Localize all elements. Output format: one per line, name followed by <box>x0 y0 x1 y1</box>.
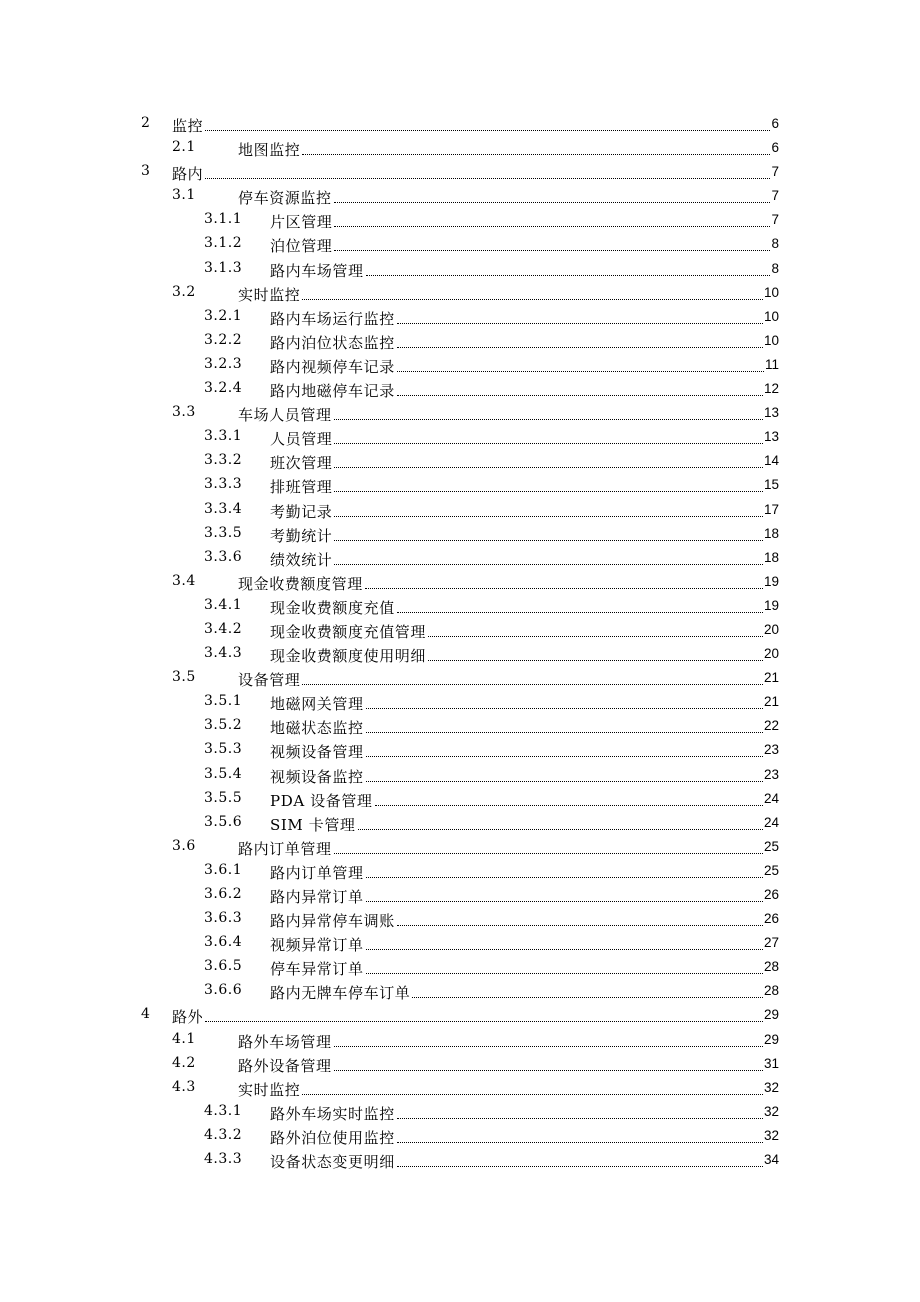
toc-entry-title: 路外车场管理 <box>238 1032 332 1051</box>
toc-entry-line <box>270 956 779 980</box>
toc-entry-number: 3.6.2 <box>204 886 243 902</box>
toc-entry-number: 4 <box>141 1006 151 1023</box>
toc-entry-number: 4.1 <box>172 1030 196 1047</box>
toc-entry-title: 路外设备管理 <box>238 1056 332 1075</box>
toc-entry-page-number: 31 <box>763 1055 779 1071</box>
toc-entry-number: 3.5 <box>172 669 196 686</box>
toc-entry-number: 3.6.3 <box>204 910 243 927</box>
toc-entry-title: 路内泊位状态监控 <box>270 333 395 352</box>
toc-dot-leader <box>334 209 770 227</box>
toc-entry-number: 2.1 <box>172 139 196 156</box>
toc-entry[interactable] <box>0 185 920 209</box>
toc-entry-line <box>172 161 779 185</box>
toc-entry-number: 3.3.3 <box>204 476 243 493</box>
toc-entry[interactable] <box>0 354 920 378</box>
toc-entry-title: 实时监控 <box>238 1080 301 1099</box>
toc-entry-page-number: 18 <box>763 525 779 541</box>
toc-entry-title: 设备状态变更明细 <box>270 1153 395 1172</box>
toc-entry-title: 车场人员管理 <box>238 406 332 425</box>
toc-entry-number: 3.3.6 <box>204 548 243 565</box>
toc-dot-leader <box>366 860 763 878</box>
toc-entry-page-number: 28 <box>763 959 779 975</box>
toc-entry-number: 4.3.1 <box>204 1102 243 1119</box>
toc-entry-page-number: 23 <box>763 742 779 758</box>
table-of-contents <box>0 113 920 1173</box>
toc-entry-number: 3.2 <box>172 283 196 300</box>
toc-entry-line <box>172 1004 779 1028</box>
toc-entry[interactable] <box>0 378 920 402</box>
toc-entry-number: 3 <box>141 163 151 180</box>
toc-entry-page-number: 11 <box>764 356 779 372</box>
toc-dot-leader <box>334 499 763 517</box>
toc-entry-title: 视频异常订单 <box>270 936 364 955</box>
toc-entry-page-number: 21 <box>763 670 779 686</box>
toc-entry-page-number: 24 <box>763 790 779 806</box>
toc-dot-leader <box>334 185 771 203</box>
toc-dot-leader <box>375 788 763 806</box>
toc-dot-leader <box>397 378 763 396</box>
toc-entry-line <box>270 523 779 547</box>
toc-entry-title: 现金收费额度充值 <box>270 598 395 617</box>
toc-entry[interactable] <box>0 715 920 739</box>
toc-entry[interactable] <box>0 450 920 474</box>
toc-entry-line <box>270 595 779 619</box>
toc-entry[interactable] <box>0 980 920 1004</box>
toc-entry-number: 3.5.3 <box>204 741 243 758</box>
toc-entry-line <box>238 1053 779 1077</box>
toc-entry[interactable] <box>0 691 920 715</box>
toc-entry-title: 路内 <box>172 165 204 184</box>
toc-dot-leader <box>334 836 763 854</box>
toc-entry[interactable] <box>0 619 920 643</box>
toc-dot-leader <box>412 980 763 998</box>
toc-entry-page-number: 21 <box>763 694 779 710</box>
toc-dot-leader <box>334 402 763 420</box>
toc-entry[interactable] <box>0 571 920 595</box>
toc-entry[interactable] <box>0 788 920 812</box>
toc-entry-page-number: 22 <box>763 718 779 734</box>
toc-dot-leader <box>302 282 763 300</box>
toc-entry[interactable] <box>0 1077 920 1101</box>
toc-entry[interactable] <box>0 233 920 257</box>
toc-entry[interactable] <box>0 956 920 980</box>
toc-entry[interactable] <box>0 426 920 450</box>
toc-dot-leader <box>366 956 763 974</box>
toc-entry-number: 3.5.4 <box>204 765 243 782</box>
toc-entry-line <box>238 137 779 161</box>
toc-entry-page-number: 10 <box>763 332 779 348</box>
toc-dot-leader <box>366 739 763 757</box>
toc-entry-number: 4.3 <box>172 1078 196 1095</box>
toc-dot-leader <box>397 908 763 926</box>
toc-entry-page-number: 26 <box>763 887 779 902</box>
toc-entry[interactable] <box>0 1053 920 1077</box>
toc-entry-number: 3.4.2 <box>204 620 243 637</box>
toc-dot-leader <box>205 113 770 131</box>
toc-entry-number: 3.3.1 <box>204 428 243 445</box>
toc-entry-title: 现金收费额度管理 <box>238 574 363 593</box>
toc-entry[interactable] <box>0 523 920 547</box>
toc-entry-number: 3.5.6 <box>204 813 243 830</box>
toc-entry-number: 3.6.6 <box>204 982 243 999</box>
toc-entry-line <box>270 1149 779 1173</box>
toc-dot-leader <box>334 1029 763 1047</box>
toc-entry-number: 3.2.4 <box>204 380 243 397</box>
toc-dot-leader <box>366 691 763 709</box>
toc-entry-page-number: 14 <box>763 453 779 469</box>
toc-entry-page-number: 13 <box>763 429 779 445</box>
toc-entry-title: 路内异常订单 <box>270 888 364 906</box>
toc-entry-number: 3.3.4 <box>204 500 243 517</box>
toc-entry-page-number: 27 <box>763 935 779 951</box>
toc-dot-leader <box>334 547 763 565</box>
toc-entry[interactable] <box>0 547 920 571</box>
toc-entry[interactable] <box>0 1004 920 1028</box>
toc-dot-leader <box>205 1004 763 1022</box>
toc-entry-page-number: 23 <box>763 766 779 782</box>
toc-entry-line <box>270 691 779 715</box>
toc-entry-number: 3.6.5 <box>204 958 243 975</box>
toc-entry-line <box>270 426 779 450</box>
toc-entry[interactable] <box>0 836 920 860</box>
toc-entry-title: 现金收费额度充值管理 <box>270 622 427 641</box>
toc-entry-page-number: 6 <box>771 140 779 156</box>
toc-entry-page-number: 34 <box>763 1152 779 1168</box>
toc-entry-number: 4.2 <box>172 1054 196 1071</box>
toc-entry-line <box>270 474 779 498</box>
toc-entry-page-number: 20 <box>763 621 779 637</box>
toc-dot-leader <box>366 258 771 276</box>
toc-entry-page-number: 10 <box>763 308 779 324</box>
toc-entry[interactable] <box>0 402 920 426</box>
toc-entry-title: SIM 卡管理 <box>270 815 356 834</box>
toc-entry[interactable] <box>0 1149 920 1173</box>
toc-entry-page-number: 19 <box>763 597 779 613</box>
toc-entry-page-number: 29 <box>763 1007 779 1023</box>
toc-entry-title: 路内地磁停车记录 <box>270 382 395 401</box>
toc-dot-leader <box>205 161 770 179</box>
toc-entry-line <box>238 836 779 860</box>
toc-dot-leader <box>358 812 763 830</box>
toc-entry[interactable] <box>0 161 920 185</box>
toc-entry-number: 3.1.3 <box>204 259 243 276</box>
toc-entry-title: 路外泊位使用监控 <box>270 1128 395 1147</box>
toc-entry[interactable] <box>0 282 920 306</box>
toc-entry-number: 4.3.2 <box>204 1126 243 1143</box>
toc-entry-title: 路外车场实时监控 <box>270 1104 395 1123</box>
toc-entry[interactable] <box>0 812 920 836</box>
toc-entry-line <box>238 667 779 691</box>
toc-entry-page-number: 32 <box>763 1103 779 1119</box>
toc-dot-leader <box>302 1077 763 1095</box>
toc-entry-number: 3.4.1 <box>204 596 243 613</box>
toc-entry-line <box>270 715 779 739</box>
toc-entry-title: 路内订单管理 <box>270 863 364 882</box>
toc-entry-line <box>270 884 779 908</box>
toc-entry-number: 3.3.5 <box>204 524 243 541</box>
toc-entry-page-number: 10 <box>763 284 779 300</box>
toc-entry-title: 视频设备管理 <box>270 743 364 762</box>
toc-entry-number: 3.5.1 <box>204 693 243 710</box>
toc-entry-title: 设备管理 <box>238 671 301 690</box>
toc-entry-title: 地磁状态监控 <box>270 719 364 738</box>
toc-dot-leader <box>397 1149 763 1167</box>
toc-entry-title: 地图监控 <box>238 141 301 160</box>
toc-entry-page-number: 13 <box>763 405 779 421</box>
toc-dot-leader <box>428 619 763 637</box>
toc-entry-number: 3.2.2 <box>204 331 243 348</box>
toc-entry-title: 实时监控 <box>238 285 301 304</box>
toc-entry-title: 考勤记录 <box>270 502 333 521</box>
toc-entry-line <box>270 209 779 233</box>
toc-entry[interactable] <box>0 137 920 161</box>
toc-entry-title: 考勤统计 <box>270 526 333 545</box>
toc-entry-number: 3.6.1 <box>204 861 243 878</box>
toc-entry-page-number: 6 <box>771 116 779 131</box>
toc-entry[interactable] <box>0 1029 920 1053</box>
toc-dot-leader <box>334 426 763 444</box>
toc-dot-leader <box>334 474 763 492</box>
toc-dot-leader <box>366 932 763 950</box>
toc-entry-page-number: 25 <box>763 838 779 854</box>
toc-entry[interactable] <box>0 932 920 956</box>
toc-dot-leader <box>397 354 764 372</box>
toc-entry-page-number: 32 <box>763 1079 779 1095</box>
toc-entry[interactable] <box>0 595 920 619</box>
toc-entry-line <box>270 258 779 282</box>
toc-entry-page-number: 25 <box>763 862 779 878</box>
toc-dot-leader <box>397 306 763 324</box>
toc-entry[interactable] <box>0 330 920 354</box>
toc-entry[interactable] <box>0 113 920 137</box>
toc-entry-title: 停车异常订单 <box>270 960 364 979</box>
toc-entry-title: 路内视频停车记录 <box>270 357 395 376</box>
toc-entry-line <box>238 571 779 595</box>
toc-entry[interactable] <box>0 209 920 233</box>
toc-entry-page-number: 20 <box>763 646 779 662</box>
toc-entry-line <box>270 764 779 788</box>
toc-entry-title: 排班管理 <box>270 478 333 497</box>
toc-entry-line <box>270 378 779 402</box>
toc-entry-line <box>270 450 779 474</box>
toc-dot-leader <box>366 715 763 733</box>
toc-entry-number: 3.5.5 <box>204 789 243 806</box>
toc-entry-title: 停车资源监控 <box>238 189 332 208</box>
toc-entry-number: 3.3 <box>172 404 196 421</box>
toc-entry-page-number: 24 <box>763 814 779 830</box>
toc-entry[interactable] <box>0 1125 920 1149</box>
toc-entry[interactable] <box>0 306 920 330</box>
toc-entry-line <box>270 643 779 667</box>
toc-entry-page-number: 29 <box>763 1031 779 1047</box>
toc-entry-line <box>270 860 779 884</box>
toc-entry-line <box>270 932 779 956</box>
toc-entry-line <box>238 1029 779 1053</box>
toc-entry-title: 路内异常停车调账 <box>270 912 395 931</box>
toc-entry-page-number: 8 <box>771 236 779 252</box>
toc-entry-number: 3.4 <box>172 572 196 589</box>
toc-entry-page-number: 28 <box>763 983 779 999</box>
toc-entry-line <box>238 402 779 426</box>
toc-entry[interactable] <box>0 499 920 523</box>
toc-entry-title: 班次管理 <box>270 454 333 473</box>
toc-entry-line <box>270 1125 779 1149</box>
toc-entry[interactable] <box>0 860 920 884</box>
toc-entry-number: 2 <box>141 115 151 131</box>
toc-entry-line <box>270 354 779 378</box>
toc-entry-page-number: 8 <box>771 260 779 276</box>
toc-dot-leader <box>334 450 763 468</box>
toc-dot-leader <box>302 137 770 155</box>
toc-entry-number: 3.1 <box>172 187 196 204</box>
toc-entry-line <box>270 233 779 257</box>
toc-entry-line <box>270 1101 779 1125</box>
toc-dot-leader <box>397 1101 763 1119</box>
toc-entry-page-number: 7 <box>771 212 779 228</box>
toc-entry-line <box>238 1077 779 1101</box>
toc-entry-line <box>270 788 779 812</box>
toc-entry-title: 路内订单管理 <box>238 839 332 858</box>
toc-entry-page-number: 12 <box>763 381 779 397</box>
toc-entry-page-number: 15 <box>763 477 779 493</box>
toc-entry-title: 视频设备监控 <box>270 767 364 786</box>
toc-entry-title: 片区管理 <box>270 213 333 232</box>
toc-entry-number: 3.2.1 <box>204 307 243 324</box>
toc-entry-page-number: 18 <box>763 549 779 565</box>
toc-entry-line <box>238 282 779 306</box>
toc-entry-page-number: 7 <box>771 188 779 204</box>
toc-entry-number: 3.6 <box>172 837 196 854</box>
toc-entry-number: 3.1.1 <box>204 211 243 228</box>
toc-entry-title: PDA 设备管理 <box>270 791 373 810</box>
toc-dot-leader <box>334 233 770 251</box>
toc-entry-line <box>270 499 779 523</box>
toc-dot-leader <box>365 571 763 589</box>
toc-dot-leader <box>366 764 763 782</box>
toc-entry[interactable] <box>0 474 920 498</box>
toc-entry-line <box>270 547 779 571</box>
toc-dot-leader <box>334 523 763 541</box>
toc-dot-leader <box>334 1053 763 1071</box>
toc-entry-number: 3.3.2 <box>204 452 243 469</box>
toc-entry-number: 3.4.3 <box>204 645 243 662</box>
toc-entry[interactable] <box>0 643 920 667</box>
toc-entry-title: 路内车场运行监控 <box>270 309 395 328</box>
toc-dot-leader <box>397 595 763 613</box>
toc-entry-title: 泊位管理 <box>270 237 333 256</box>
toc-entry-page-number: 32 <box>763 1127 779 1143</box>
toc-entry[interactable] <box>0 667 920 691</box>
toc-entry[interactable] <box>0 258 920 282</box>
toc-entry[interactable] <box>0 739 920 763</box>
toc-entry-title: 路内车场管理 <box>270 261 364 280</box>
toc-entry-title: 人员管理 <box>270 430 333 449</box>
toc-entry-page-number: 17 <box>763 501 779 517</box>
toc-entry-page-number: 26 <box>763 911 779 927</box>
toc-entry-page-number: 19 <box>763 573 779 589</box>
toc-entry-title: 绩效统计 <box>270 550 333 569</box>
toc-dot-leader <box>397 330 763 348</box>
toc-entry-line <box>238 185 779 209</box>
toc-entry[interactable] <box>0 884 920 908</box>
toc-entry-title: 监控 <box>172 117 204 135</box>
toc-entry-title: 现金收费额度使用明细 <box>270 647 427 666</box>
toc-entry-page-number: 7 <box>771 164 779 180</box>
toc-dot-leader <box>428 643 763 661</box>
toc-entry[interactable] <box>0 1101 920 1125</box>
toc-entry-number: 4.3.3 <box>204 1151 243 1168</box>
toc-entry-line <box>172 113 779 137</box>
toc-entry-title: 路内无牌车停车订单 <box>270 984 411 1003</box>
toc-entry-number: 3.2.3 <box>204 355 243 372</box>
toc-entry[interactable] <box>0 908 920 932</box>
toc-entry-line <box>270 980 779 1004</box>
toc-entry-line <box>270 739 779 763</box>
toc-dot-leader <box>366 884 763 902</box>
toc-entry-line <box>270 330 779 354</box>
toc-entry-line <box>270 306 779 330</box>
toc-dot-leader <box>397 1125 763 1143</box>
toc-entry-number: 3.6.4 <box>204 934 243 951</box>
toc-entry-line <box>270 619 779 643</box>
toc-entry-number: 3.5.2 <box>204 717 243 734</box>
toc-entry-title: 地磁网关管理 <box>270 695 364 714</box>
toc-entry-number: 3.1.2 <box>204 235 243 252</box>
toc-entry-title: 路外 <box>172 1008 204 1027</box>
toc-entry[interactable] <box>0 764 920 788</box>
toc-entry-line <box>270 908 779 932</box>
toc-entry-line <box>270 812 779 836</box>
toc-dot-leader <box>302 667 763 685</box>
